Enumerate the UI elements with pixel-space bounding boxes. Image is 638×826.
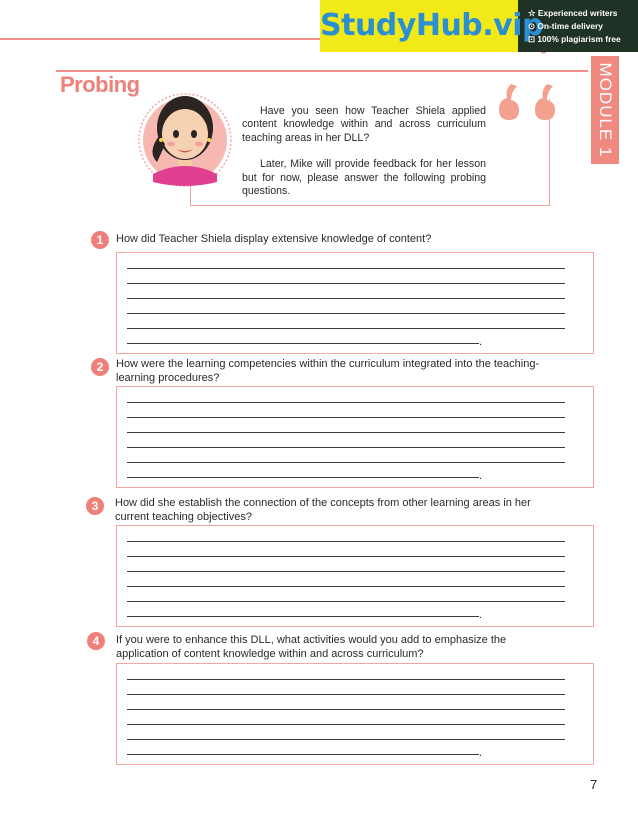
studyhub-banner[interactable]: [320, 0, 638, 52]
banner-feature: ⊡ 100% plagiarism free: [528, 34, 621, 44]
answer-box[interactable]: [116, 525, 594, 627]
intro-text: [242, 105, 486, 198]
banner-features: [528, 7, 638, 46]
section-title: Probing: [60, 72, 140, 97]
question-number-badge: 4: [87, 632, 105, 650]
answer-line[interactable]: [127, 417, 565, 418]
header-rule: [0, 38, 320, 40]
question-text: If you were to enhance this DLL, what activities would you add to emphasize the application of content knowledge within and across curriculum?: [116, 634, 507, 660]
answer-line[interactable]: [127, 313, 565, 314]
intro-paragraph: Have you seen how Teacher Shiela applied content knowledge within and across curriculum teaching areas in her DLL?: [242, 105, 486, 144]
answer-end-mark: .: [479, 609, 483, 621]
answer-line[interactable]: [127, 571, 565, 572]
answer-line[interactable]: [127, 556, 565, 557]
answer-line[interactable]: [127, 754, 479, 755]
answer-line[interactable]: [127, 447, 565, 448]
answer-line[interactable]: [127, 724, 565, 725]
answer-line[interactable]: [127, 601, 565, 602]
answer-line[interactable]: [127, 739, 565, 740]
answer-line[interactable]: [127, 402, 565, 403]
answer-end-mark: .: [479, 336, 483, 348]
answer-line[interactable]: [127, 541, 565, 542]
answer-line[interactable]: [127, 477, 479, 478]
answer-line[interactable]: [127, 432, 565, 433]
answer-line[interactable]: [127, 328, 565, 329]
question-number-badge: 3: [86, 497, 104, 515]
quote-mark-icon: [497, 80, 571, 134]
answer-box[interactable]: [116, 386, 594, 488]
banner-brand-logo[interactable]: StudyHub.vip: [320, 0, 518, 52]
banner-feature: ☆ Experienced writers: [528, 8, 618, 18]
answer-line[interactable]: [127, 283, 565, 284]
answer-box[interactable]: [116, 252, 594, 354]
intro-paragraph: Later, Mike will provide feedback for her lesson but for now, please answer the following probing questions.: [242, 158, 486, 198]
question-text: How did Teacher Shiela display extensive knowledge of content?: [116, 233, 432, 245]
question-text: How did she establish the connection of the concepts from other learning areas in her current teaching objectives?: [115, 497, 531, 523]
answer-line[interactable]: [127, 268, 565, 269]
answer-line[interactable]: [127, 709, 565, 710]
answer-line[interactable]: [127, 616, 479, 617]
module-tab: MODULE 1: [591, 56, 619, 164]
answer-line[interactable]: [127, 343, 479, 344]
answer-line[interactable]: [127, 694, 565, 695]
question-number-badge: 2: [91, 358, 109, 376]
answer-end-mark: .: [479, 747, 483, 759]
banner-feature: ⊙ On-time delivery: [528, 21, 603, 31]
answer-box[interactable]: [116, 663, 594, 765]
answer-line[interactable]: [127, 679, 565, 680]
question-number-badge: 1: [91, 231, 109, 249]
answer-end-mark: .: [479, 470, 483, 482]
page-number: 7: [590, 777, 598, 792]
teacher-avatar-icon: [135, 74, 235, 188]
answer-line[interactable]: [127, 462, 565, 463]
question-text: How were the learning competencies within the curriculum integrated into the teaching-learning procedures?: [116, 358, 540, 384]
answer-line[interactable]: [127, 298, 565, 299]
answer-line[interactable]: [127, 586, 565, 587]
